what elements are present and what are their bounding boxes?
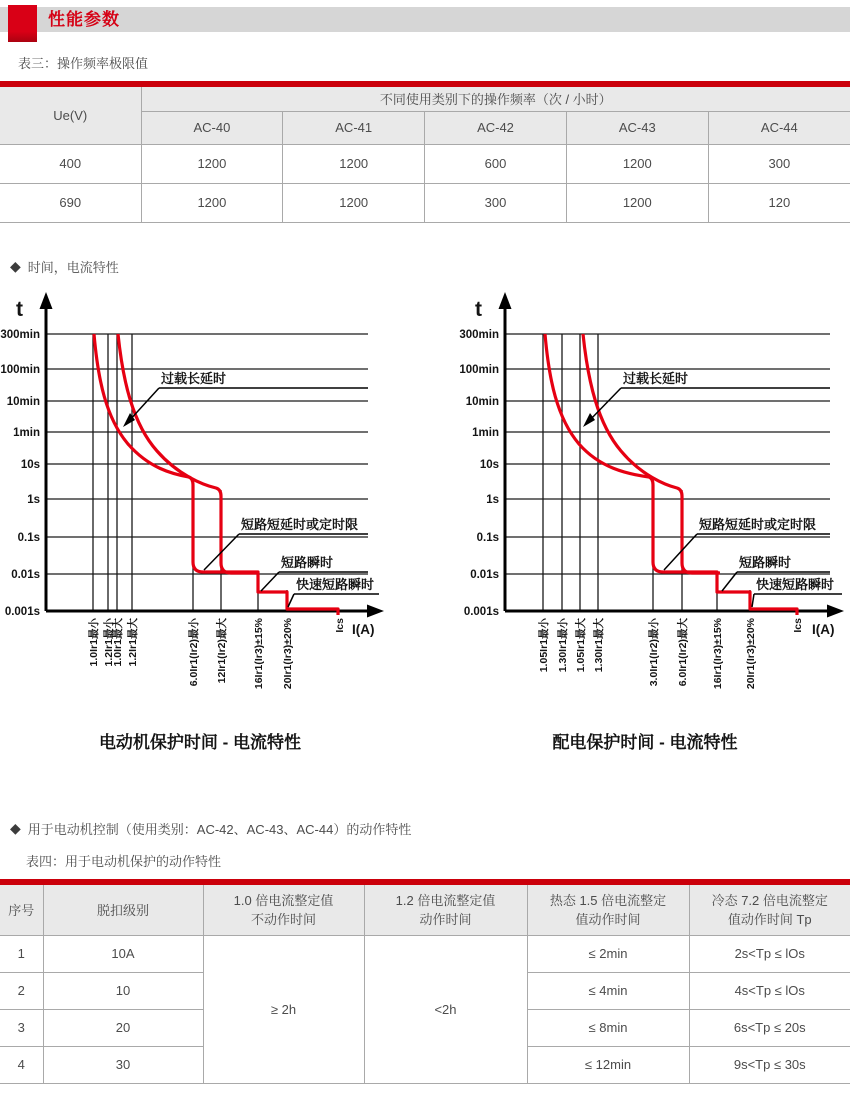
cold-time: 6s<Tp ≤ 20s: [689, 1009, 850, 1046]
table3-operating-frequency: [0, 81, 850, 223]
table-row: [0, 935, 850, 972]
y-tick-label: 1s: [27, 493, 40, 506]
cold-time: 4s<Tp ≤ lOs: [689, 972, 850, 1009]
page-title: 性能参数: [48, 10, 120, 29]
section-motor-control: [10, 819, 850, 838]
x-tick-label: 1.2Ir1最大: [127, 617, 139, 666]
seq: 4: [0, 1046, 43, 1083]
header-line: 不动作时间: [250, 911, 316, 927]
annotation-fast-instantaneous: 快速短路瞬时: [296, 576, 375, 592]
header-line: 1.2 倍电流整定值: [395, 892, 496, 908]
annotation-instantaneous: 短路瞬时: [739, 554, 792, 570]
table3-group-header: 不同使用类别下的操作频率（次 / 小时）: [141, 84, 850, 111]
y-tick-labels: [459, 329, 499, 618]
chart-motor-protection-svg: [0, 284, 430, 764]
y-tick-label: 300min: [0, 328, 40, 341]
ics-label: Ics: [334, 617, 346, 633]
y-tick-label: 10min: [6, 395, 40, 408]
x-tick-label: 12Ir1(Ir2)最大: [216, 617, 228, 683]
ue-value: 690: [0, 183, 141, 222]
annotation-instantaneous: 短路瞬时: [281, 554, 334, 570]
trip-time-merged: <2h: [364, 935, 527, 1083]
table3-col-ac41: AC-41: [283, 111, 425, 144]
x-tick-label: 1.2Ir1最小: [103, 617, 115, 666]
section-header: [0, 7, 850, 32]
y-tick-label: 1min: [472, 426, 499, 439]
diamond-icon: ◆: [10, 819, 21, 836]
cold-time: 2s<Tp ≤ lOs: [689, 935, 850, 972]
y-tick-label: 1s: [486, 493, 499, 506]
y-tick-label: 300min: [459, 328, 499, 341]
y-tick-label: 10s: [20, 458, 40, 471]
no-trip-time-merged: ≥ 2h: [203, 935, 364, 1083]
annotation-short-delay: 短路短延时或定时限: [241, 516, 359, 532]
y-axis-arrow: [40, 292, 53, 309]
y-tick-label: 10s: [479, 458, 499, 471]
table-row: [0, 183, 850, 222]
table4-header-hot: [527, 882, 689, 936]
x-tick-label: 1.0Ir1最大: [112, 617, 124, 666]
table4-header-cold: [689, 882, 850, 936]
seq: 3: [0, 1009, 43, 1046]
x-tick-label: 20Ir1(Ir3)±20%: [282, 617, 294, 689]
x-tick-labels: [87, 617, 346, 689]
section-time-current: [10, 257, 850, 276]
table4-header-trip-class: 脱扣级别: [43, 882, 203, 936]
annotation-fast-instantaneous: 快速短路瞬时: [756, 576, 835, 592]
x-tick-label: 16Ir1(Ir3)±15%: [253, 617, 265, 689]
chart-title: 电动机保护时间 - 电流特性: [98, 732, 302, 752]
annotation-arrow: [583, 413, 595, 427]
y-tick-label: 0.1s: [17, 531, 40, 544]
cell: 300: [425, 183, 567, 222]
table4-header-seq: 序号: [0, 882, 43, 936]
section-label: 用于电动机控制（使用类别：AC-42、AC-43、AC-44）的动作特性: [27, 821, 412, 837]
table3-col-ac44: AC-44: [708, 111, 850, 144]
table3-col1-header: Ue(V): [0, 84, 141, 144]
x-tick-label: 1.05Ir1最小: [538, 617, 550, 672]
y-tick-label: 10min: [465, 395, 499, 408]
ue-value: 400: [0, 144, 141, 183]
x-axis-arrow: [367, 604, 384, 617]
cell: 600: [425, 144, 567, 183]
cell: 1200: [566, 144, 708, 183]
t-axis-label: t: [16, 297, 23, 321]
y-axis-arrow: [499, 292, 512, 309]
header-line: 冷态 7.2 倍电流整定: [711, 892, 828, 908]
x-tick-label: 1.30Ir1最小: [557, 617, 569, 672]
trip-class: 30: [43, 1046, 203, 1083]
table3-col-ac43: AC-43: [566, 111, 708, 144]
chart-distribution-protection: [430, 284, 850, 769]
trip-class: 10A: [43, 935, 203, 972]
x-axis-arrow: [827, 604, 844, 617]
header-line: 值动作时间: [575, 911, 641, 927]
trip-class: 10: [43, 972, 203, 1009]
hot-time: ≤ 2min: [527, 935, 689, 972]
y-tick-label: 0.01s: [470, 568, 499, 581]
table4-header-trip: [364, 882, 527, 936]
annotation-overload: 过载长延时: [623, 370, 689, 386]
table3-col-ac40: AC-40: [141, 111, 283, 144]
x-tick-label: 6.0Ir1(Ir2)最小: [188, 617, 200, 686]
cell: 1200: [141, 144, 283, 183]
cell: 300: [708, 144, 850, 183]
x-tick-label: 1.05Ir1最大: [575, 617, 587, 672]
gridlines: [505, 334, 830, 574]
x-tick-label: 20Ir1(Ir3)±20%: [745, 617, 757, 689]
table4-caption: 表四：用于电动机保护的动作特性: [26, 853, 222, 869]
section-label: 时间，电流特性: [27, 259, 119, 275]
t-axis-label: t: [475, 297, 482, 321]
axes: [499, 292, 845, 618]
header-line: 动作时间: [419, 911, 472, 927]
y-tick-label: 0.1s: [476, 531, 499, 544]
y-tick-label: 100min: [459, 363, 499, 376]
cell: 1200: [283, 183, 425, 222]
annotation-overload: 过载长延时: [161, 370, 227, 386]
x-axis-label: I(A): [352, 621, 375, 637]
cell: 1200: [283, 144, 425, 183]
y-tick-labels: [0, 329, 40, 618]
table3-col-ac42: AC-42: [425, 111, 567, 144]
x-tick-label: 1.0Ir1最小: [88, 617, 100, 666]
gridlines: [46, 334, 368, 574]
annotation-short-delay: 短路短延时或定时限: [699, 516, 817, 532]
y-tick-label: 1min: [13, 426, 40, 439]
x-axis-label: I(A): [812, 621, 835, 637]
annotation-arrow: [123, 413, 135, 427]
x-tick-label: 1.30Ir1最大: [593, 617, 605, 672]
chart-motor-protection: [0, 284, 430, 769]
x-tick-label: 16Ir1(Ir3)±15%: [712, 617, 724, 689]
trip-class: 20: [43, 1009, 203, 1046]
diamond-icon: ◆: [10, 257, 21, 274]
x-tick-labels: [537, 617, 804, 689]
table4-header-no-trip: [203, 882, 364, 936]
trip-curve-charts: [0, 284, 850, 769]
hot-time: ≤ 4min: [527, 972, 689, 1009]
chart-title: 配电保护时间 - 电流特性: [552, 732, 738, 752]
cell: 1200: [141, 183, 283, 222]
red-square-marker: [8, 5, 37, 42]
ics-label: Ics: [792, 617, 804, 633]
x-tick-label: 3.0Ir1(Ir2)最小: [648, 617, 660, 686]
hot-time: ≤ 12min: [527, 1046, 689, 1083]
table3-caption: 表三：操作频率极限值: [18, 56, 149, 71]
y-tick-label: 0.001s: [463, 605, 499, 618]
hot-time: ≤ 8min: [527, 1009, 689, 1046]
y-tick-label: 0.01s: [11, 568, 40, 581]
header-line: 值动作时间 Tp: [727, 911, 812, 927]
cell: 1200: [566, 183, 708, 222]
table4-motor-protection-action: [0, 879, 850, 1084]
cold-time: 9s<Tp ≤ 30s: [689, 1046, 850, 1083]
y-tick-label: 100min: [0, 363, 40, 376]
chart-distribution-protection-svg: [430, 284, 850, 764]
table-row: [0, 144, 850, 183]
header-line: 1.0 倍电流整定值: [233, 892, 334, 908]
seq: 1: [0, 935, 43, 972]
cell: 120: [708, 183, 850, 222]
x-tick-label: 6.0Ir1(Ir2)最大: [677, 617, 689, 686]
header-line: 热态 1.5 倍电流整定: [549, 892, 667, 908]
y-tick-label: 0.001s: [4, 605, 40, 618]
seq: 2: [0, 972, 43, 1009]
